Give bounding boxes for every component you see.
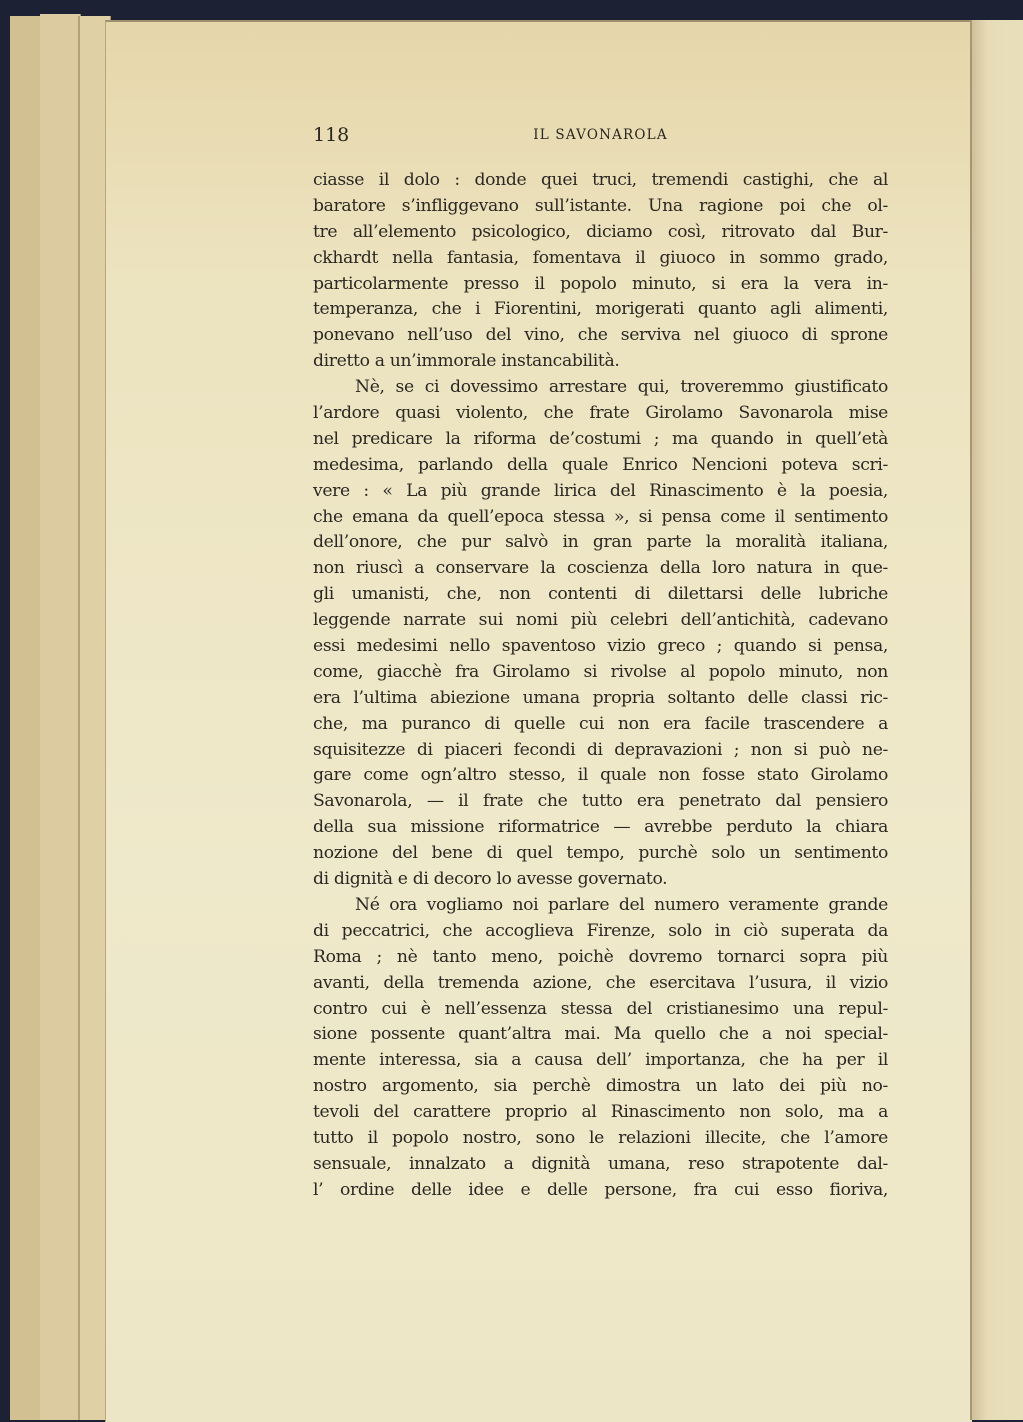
- text-line: ckhardt nella fantasia, fomentava il giuoco in sommo grado,: [313, 247, 888, 268]
- text-line: mente interessa, sia a causa dell’ importanza, che ha per il: [313, 1050, 888, 1071]
- paragraph: [313, 893, 888, 1204]
- text-line: ciasse il dolo : donde quei truci, tremendi castighi, che al: [313, 170, 888, 190]
- text-line: tutto il popolo nostro, sono le relazioni illecite, che l’amore: [313, 1127, 888, 1148]
- text-line: nostro argomento, sia perchè dimostra un lato dei più no-: [313, 1076, 888, 1097]
- text-line: diretto a un’immorale instancabilità.: [313, 351, 620, 372]
- text-line: avanti, della tremenda azione, che esercitava l’usura, il vizio: [313, 972, 888, 993]
- text-line: l’ ordine delle idee e delle persone, fra cui esso fioriva,: [313, 1179, 888, 1200]
- text-line: Roma ; nè tanto meno, poichè dovremo tornarci sopra più: [313, 946, 888, 967]
- text-line: tevoli del carattere proprio al Rinascimento non solo, ma a: [313, 1102, 888, 1123]
- paragraph: [313, 168, 888, 375]
- text-line: nozione del bene di quel tempo, purchè solo un sentimento: [313, 843, 888, 864]
- text-line: contro cui è nell’essenza stessa del cristianesimo una repul-: [313, 998, 888, 1019]
- text-line: Nè, se ci dovessimo arrestare qui, troveremmo giustificato: [355, 377, 888, 398]
- text-line: che, ma puranco di quelle cui non era facile trascendere a: [313, 713, 888, 734]
- text-line: leggende narrate sui nomi più celebri dell’antichità, cadevano: [313, 610, 888, 631]
- page-edges-stack: [40, 14, 81, 1420]
- text-line: ponevano nell’uso del vino, che serviva nel giuoco di sprone: [313, 325, 888, 346]
- text-line: non riuscì a conservare la coscienza della loro natura in que-: [313, 558, 888, 579]
- text-line: l’ardore quasi violento, che frate Girolamo Savonarola mise: [313, 403, 888, 424]
- text-line: Né ora vogliamo noi parlare del numero veramente grande: [355, 894, 888, 915]
- page-number: 118: [313, 124, 350, 146]
- text-line: squisitezze di piaceri fecondi di depravazioni ; non si può ne-: [313, 739, 888, 760]
- text-line: medesima, parlando della quale Enrico Nencioni poteva scri-: [313, 454, 888, 475]
- text-line: era l’ultima abiezione umana propria soltanto delle classi ric-: [313, 687, 888, 708]
- running-title: IL SAVONAROLA: [533, 127, 668, 143]
- page-header: [313, 124, 888, 150]
- text-line: Savonarola, — il frate che tutto era penetrato dal pensiero: [313, 791, 888, 812]
- text-line: tre all’elemento psicologico, diciamo così, ritrovato dal Bur-: [313, 221, 888, 242]
- text-line: nel predicare la riforma de’costumi ; ma quando in quell’età: [313, 428, 888, 449]
- text-line: della sua missione riformatrice — avrebbe perduto la chiara: [313, 817, 888, 838]
- body-text: [313, 168, 888, 1204]
- text-line: come, giacchè fra Girolamo si rivolse al popolo minuto, non: [313, 661, 888, 682]
- text-line: sensuale, innalzato a dignità umana, reso strapotente dal-: [313, 1153, 888, 1174]
- text-line: dell’onore, che pur salvò in gran parte la moralità italiana,: [313, 532, 888, 553]
- text-line: che emana da quell’epoca stessa », si pensa come il sentimento: [313, 506, 888, 527]
- page-edges-stack: [10, 16, 43, 1420]
- text-line: gare come ogn’altro stesso, il quale non fosse stato Girolamo: [313, 765, 888, 786]
- text-line: particolarmente presso il popolo minuto, si era la vera in-: [313, 273, 888, 294]
- paragraph: [313, 375, 888, 893]
- text-line: di dignità e di decoro lo avesse governato.: [313, 869, 668, 890]
- text-line: vere : « La più grande lirica del Rinascimento è la poesia,: [313, 480, 888, 501]
- text-line: essi medesimi nello spaventoso vizio greco ; quando si pensa,: [313, 636, 888, 657]
- text-line: temperanza, che i Fiorentini, morigerati quanto agli alimenti,: [313, 299, 888, 320]
- text-line: di peccatrici, che accoglieva Firenze, solo in ciò superata da: [313, 920, 888, 941]
- facing-page-edge: [970, 20, 1023, 1420]
- text-line: baratore s’infliggevano sull’istante. Una ragione poi che ol-: [313, 195, 888, 216]
- text-line: sione possente quant’altra mai. Ma quello che a noi special-: [313, 1024, 888, 1045]
- text-line: gli umanisti, che, non contenti di dilettarsi delle lubriche: [313, 584, 888, 605]
